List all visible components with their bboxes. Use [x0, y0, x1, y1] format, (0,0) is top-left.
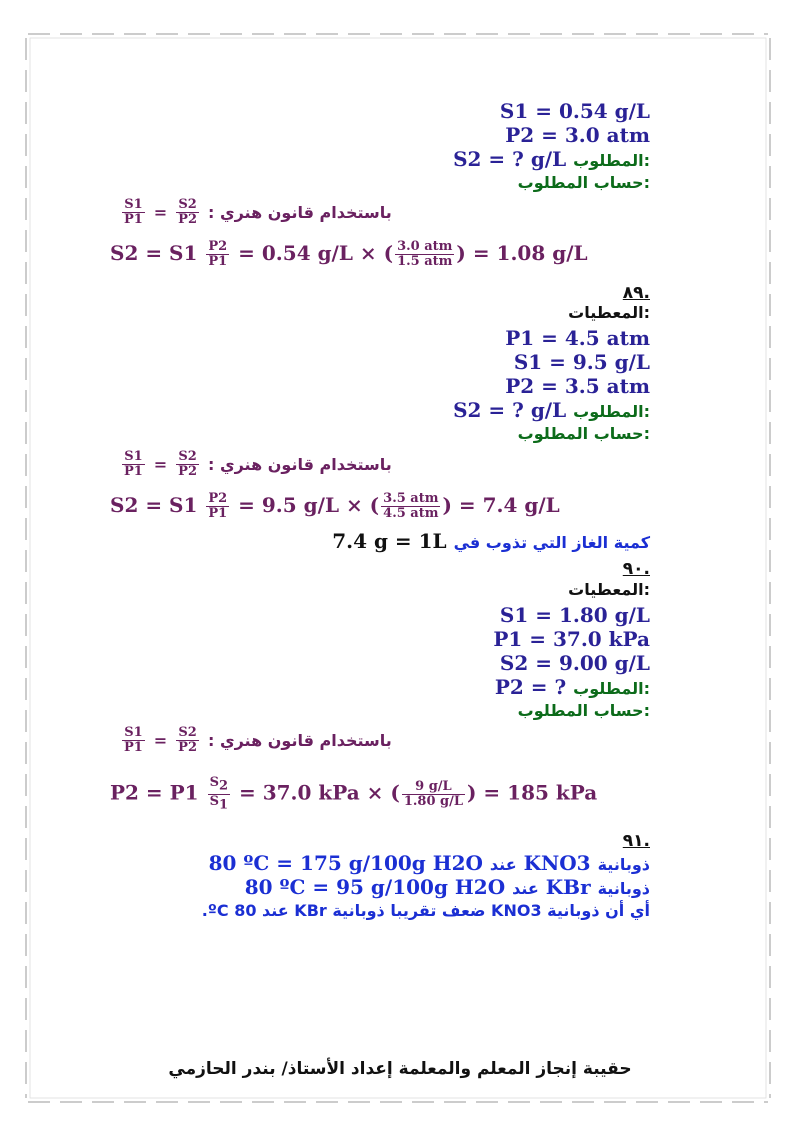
b90-givens-label: المعطيات: [568, 580, 650, 599]
b89-p1: P1 = 4.5 atm [505, 326, 650, 350]
b90-number: ٩٠. [622, 559, 650, 579]
b89-p2: P2 = 3.5 atm [505, 374, 650, 398]
b90-wanted: P2 = ? المطلوب: [494, 675, 650, 699]
b88-s1: S1 = 0.54 g/L [499, 99, 650, 123]
b90-s2: S2 = 9.00 g/L [499, 651, 650, 675]
b89-givens-label: المعطيات: [568, 303, 650, 322]
b91-number: ٩١. [622, 831, 650, 851]
b91-line2: 80 ºC = 95 g/100g H2O عند KBr ذوبانية [244, 875, 650, 899]
b88-calc-label: حساب المطلوب: [517, 173, 650, 192]
b90-equation: P2 = P1 $\frac{S_2}{S_1}$ = 37.0 kPa × ( $\frac{9 g/L}{1.80 g/L}$ ) = 185 kPa [110, 775, 598, 813]
b88-henry-law: $\frac{S1}{P1}$ = $\frac{S2}{P2}$ : باستخدام قانون هنري [124, 197, 392, 227]
b89-equation: S2 = S1 $\frac{P2}{P1}$ = 9.5 g/L × ( $\frac{\text{3.5 atm}}{\text{4.5 atm}}$ ) = 7.4 g/L [110, 491, 560, 521]
footer: حقيبة إنجاز المعلم والمعلمة إعداد الأستاذ/ بندر الحازمي [168, 1059, 632, 1079]
b88-equation: S2 = S1 $\frac{P2}{P1}$ = 0.54 g/L × ( $\frac{\text{3.0 atm}}{\text{1.5 atm}}$ ) = 1.08 g/L [110, 239, 588, 269]
page-border [22, 30, 774, 1106]
b88-wanted: S2 = ? g/L المطلوب: [453, 147, 650, 171]
b90-p1: P1 = 37.0 kPa [493, 627, 650, 651]
b89-note: 7.4 g = 1L كمية الغاز التي تذوب في [332, 529, 650, 553]
b90-henry-law: $\frac{S1}{P1}$ = $\frac{S2}{P2}$ : باستخدام قانون هنري [124, 725, 392, 755]
b88-p2: P2 = 3.0 atm [505, 123, 650, 147]
b91-line3: أي أن ذوبانية KNO3 ضعف تقريبا ذوبانية KBr عند 80 ºC. [201, 901, 650, 920]
b89-henry-law: $\frac{S1}{P1}$ = $\frac{S2}{P2}$ : باستخدام قانون هنري [124, 449, 392, 479]
b90-calc-label: حساب المطلوب: [517, 701, 650, 720]
b89-calc-label: حساب المطلوب: [517, 424, 650, 443]
b91-line1: 80 ºC = 175 g/100g H2O عند KNO3 ذوبانية [208, 851, 650, 875]
b89-s1: S1 = 9.5 g/L [513, 350, 650, 374]
b89-wanted: S2 = ? g/L المطلوب: [453, 398, 650, 422]
b90-s1: S1 = 1.80 g/L [499, 603, 650, 627]
b89-number: ٨٩. [622, 283, 650, 303]
